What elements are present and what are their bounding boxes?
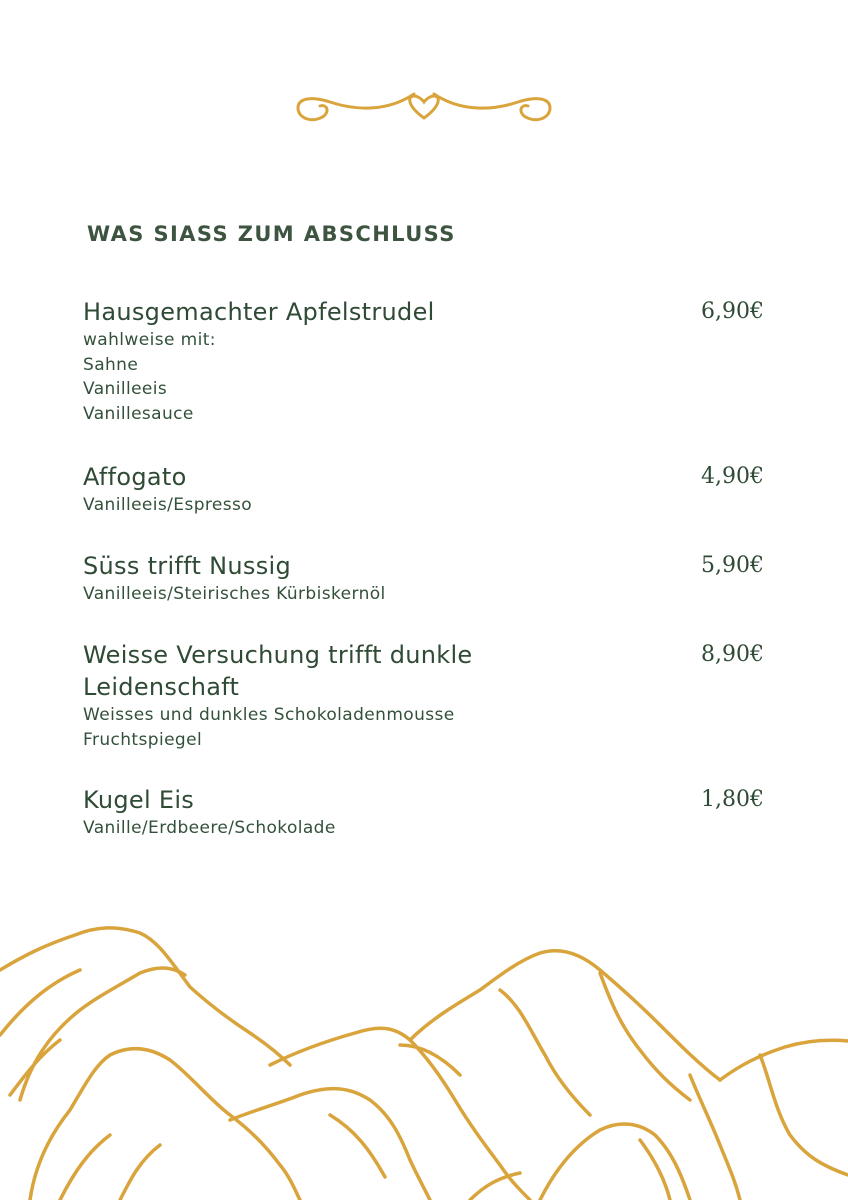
item-price: 6,90€ — [701, 299, 764, 324]
item-name: Affogato — [83, 463, 187, 491]
item-description-line: Vanille/Erdbeere/Schokolade — [83, 818, 336, 838]
item-description-line: Vanilleeis/Steirisches Kürbiskernöl — [83, 583, 386, 604]
item-description-line: Sahne — [83, 354, 139, 375]
item-name: Weisse Versuchung trifft dunkle Leidenschaft — [83, 641, 473, 701]
item-description-line: Weisses und dunkles Schokoladenmousse — [83, 705, 455, 725]
item-description-line: Vanillesauce — [83, 403, 194, 424]
item-price: 8,90€ — [701, 642, 764, 667]
menu-item — [83, 296, 768, 426]
item-description-line: Vanilleeis/Espresso — [83, 495, 253, 515]
menu-item — [83, 639, 768, 752]
menu-item — [83, 784, 768, 841]
item-description-line: Vanilleeis — [83, 379, 168, 399]
item-price: 1,80€ — [701, 787, 764, 812]
item-price: 4,90€ — [701, 464, 764, 489]
item-name: Süss trifft Nussig — [83, 551, 292, 580]
item-description-line: Fruchtspiegel — [83, 729, 203, 750]
menu-item — [83, 550, 768, 607]
dessert-menu — [83, 296, 768, 841]
menu-item — [83, 461, 768, 518]
mountain-illustration-icon — [0, 915, 848, 1200]
heart-flourish-ornament-icon — [290, 80, 558, 132]
section-title: WAS SIASS ZUM ABSCHLUSS — [87, 222, 456, 246]
item-name: Hausgemachter Apfelstrudel — [83, 298, 435, 326]
item-name: Kugel Eis — [83, 786, 195, 814]
item-description-line: wahlweise mit: — [83, 330, 216, 350]
item-price: 5,90€ — [701, 552, 764, 578]
